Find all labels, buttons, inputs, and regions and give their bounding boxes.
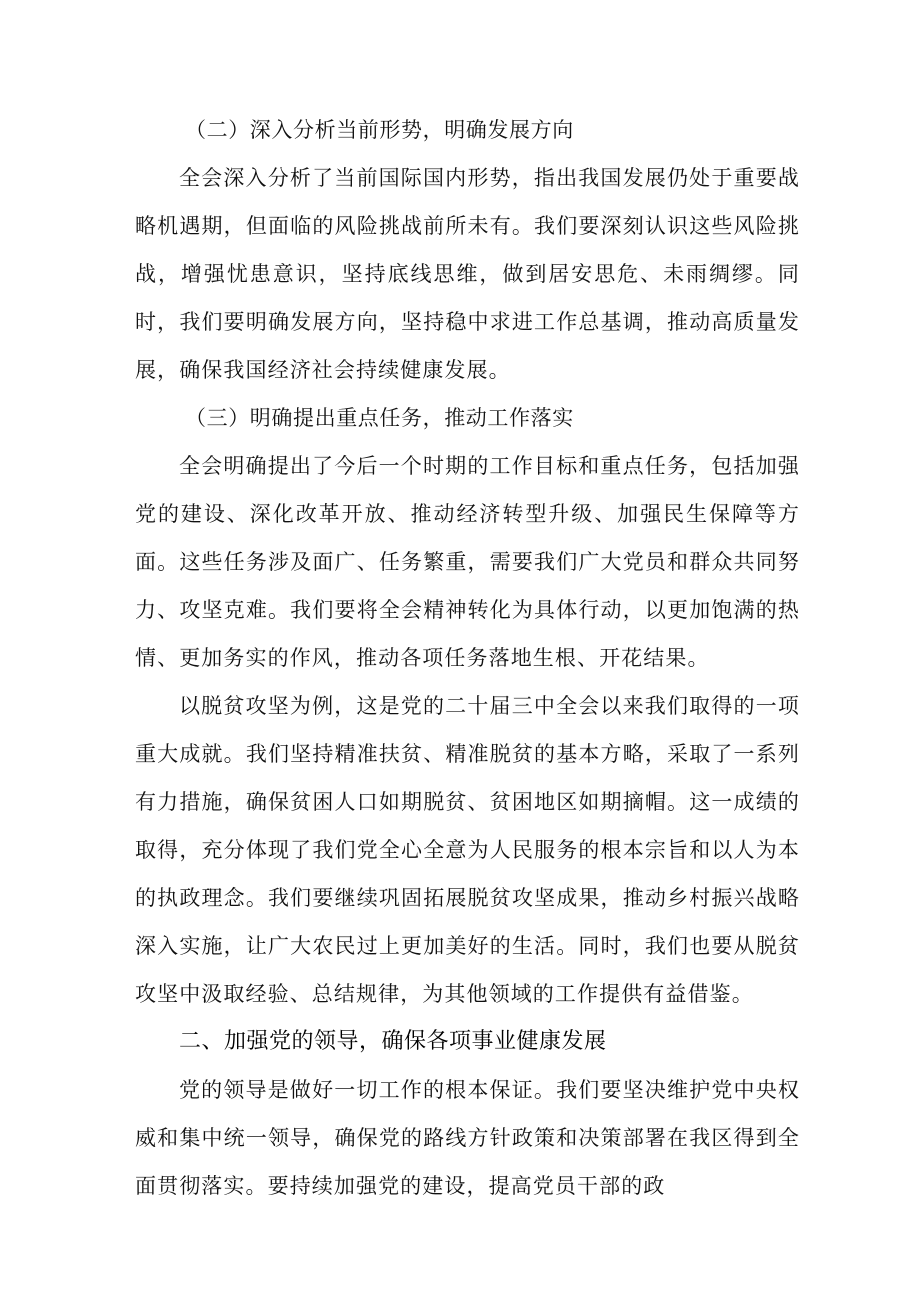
subsection-heading: （二）深入分析当前形势，明确发展方向 bbox=[185, 118, 574, 142]
body-paragraph: 全会深入分析了当前国际国内形势，指出我国发展仍处于重要战略机遇期，但面临的风险挑战前所未有。我们要深刻认识这些风险挑战，增强忧患意识，坚持底线思维，做到居安思危、未雨绸缪。同时，我们要明确发展方向，坚持稳中求进工作总基调，推动高质量发展，确保我国经济社会持续健康发展。 bbox=[135, 166, 800, 382]
subsection-heading: （三）明确提出重点任务，推动工作落实 bbox=[185, 406, 574, 430]
body-paragraph: 全会明确提出了今后一个时期的工作目标和重点任务，包括加强党的建设、深化改革开放、推动经济转型升级、加强民生保障等方面。这些任务涉及面广、任务繁重，需要我们广大党员和群众共同努力、攻坚克难。我们要将全会精神转化为具体行动，以更加饱满的热情、更加务实的作风，推动各项任务落地生根、开花结果。 bbox=[135, 454, 800, 670]
body-paragraph: 党的领导是做好一切工作的根本保证。我们要坚决维护党中央权威和集中统一领导，确保党的路线方针政策和决策部署在我区得到全面贯彻落实。要持续加强党的建设，提高党员干部的政 bbox=[135, 1078, 800, 1198]
document-body bbox=[135, 106, 800, 1210]
body-paragraph: 以脱贫攻坚为例，这是党的二十届三中全会以来我们取得的一项重大成就。我们坚持精准扶贫、精准脱贫的基本方略，采取了一系列有力措施，确保贫困人口如期脱贫、贫困地区如期摘帽。这一成绩的取得，充分体现了我们党全心全意为人民服务的根本宗旨和以人为本的执政理念。我们要继续巩固拓展脱贫攻坚成果，推动乡村振兴战略深入实施，让广大农民过上更加美好的生活。同时，我们也要从脱贫攻坚中汲取经验、总结规律，为其他领域的工作提供有益借鉴。 bbox=[135, 694, 800, 1006]
section-heading: 二、加强党的领导，确保各项事业健康发展 bbox=[179, 1029, 607, 1054]
